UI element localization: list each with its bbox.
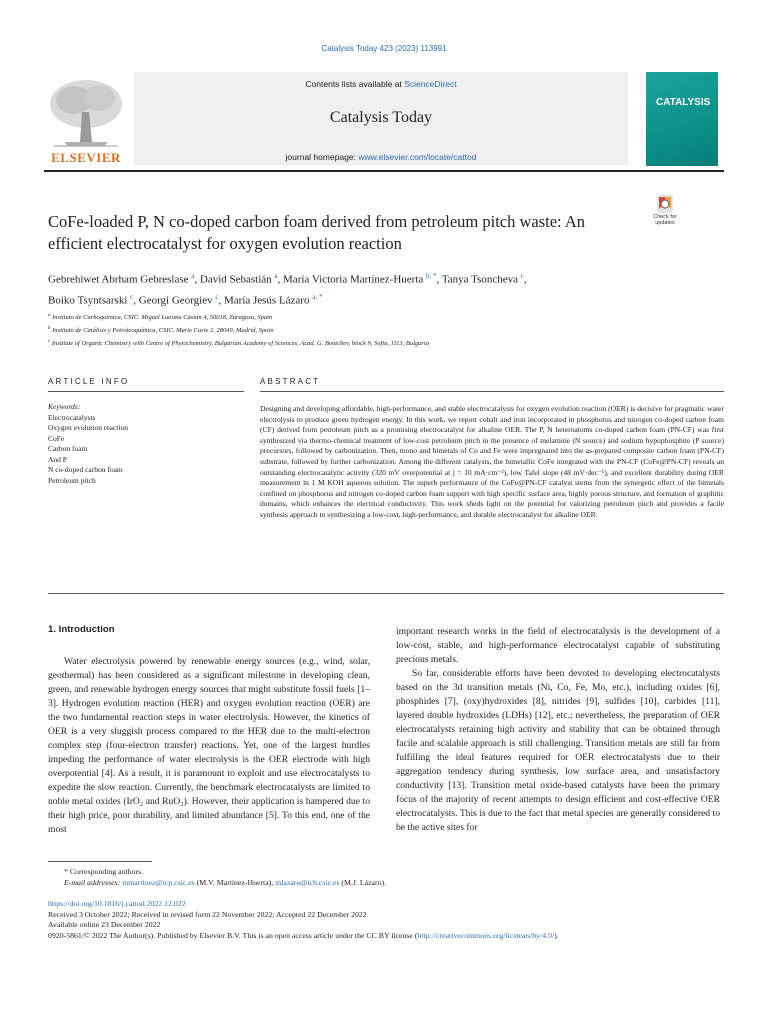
license-link[interactable]: http://creativecommons.org/licenses/by/4.0/ <box>417 930 555 940</box>
introduction-heading: 1. Introduction <box>48 624 115 635</box>
body-column-right <box>396 625 720 835</box>
abstract-divider <box>260 391 724 392</box>
journal-cover-image[interactable] <box>646 72 718 166</box>
author-affiliation-mark[interactable]: a <box>274 272 278 280</box>
crossmark-label: Check for updates <box>653 214 677 226</box>
keyword-item: And P <box>48 454 67 464</box>
affiliation-item <box>48 310 728 323</box>
affiliation-item <box>48 336 728 349</box>
affiliation-mark: c <box>48 339 51 345</box>
received-dates: Received 3 October 2022; Received in revised form 22 November 2022; Accepted 22 December 2022 <box>48 909 367 919</box>
elsevier-logo-text: ELSEVIER <box>51 150 121 165</box>
affiliation-item <box>48 323 728 336</box>
email-link-2[interactable]: mlazaro@icb.csic.es <box>275 878 340 888</box>
contents-line <box>134 79 628 89</box>
author-name[interactable]: Boiko Tsyntsarski <box>48 294 128 307</box>
email-link-1[interactable]: mmartinez@icp.csic.es <box>122 878 195 888</box>
author-name[interactable]: María Victoria Martínez-Huerta <box>283 273 424 286</box>
journal-cover-title: CATALYSIS <box>656 97 711 108</box>
keyword-list <box>48 413 244 487</box>
footnote-divider <box>48 861 152 862</box>
author-name[interactable]: Tanya Tsoncheva <box>441 273 518 286</box>
body-paragraph: So far, considerable efforts have been devoted to developing electrocatalysts based on the 3d transition metals (Ni, Co, Fe, Mo, etc.), including oxides [6], phosphides [7], (oxy)hydroxides [8], nitrides [9], sulfides [10], carbides [11], layered double hydroxides (LDHs) [12], etc.; nevertheless, the preparation of OER electrocatalysts retaining high activity and stability that can be obtained through facile and scalable approach is still challenging. Transition metals are still far from fulfilling the ideal features required for OER electrocatalysts due to their aggregation tendency during synthesis, low surface area, and unsatisfactory conductivity [13]. Transition metal oxide-based catalysts have been the primary focus of the majority of recent attempts to design efficient and cost-effective OER electrocatalysts. This is due to the fact that metal species are generally considered to be the active sites for <box>396 668 720 833</box>
keyword-item: Electrocatalysts <box>48 412 96 422</box>
body-column-left <box>48 623 370 837</box>
journal-citation[interactable]: Catalysis Today 423 (2023) 113991 <box>321 44 447 53</box>
abstract-text: Designing and developing affordable, high-performance, and stable electrocatalysts for oxygen evolution reaction (OER) is decisive for pragmatic water electrolysis to produce green hydrogen energy. In this work, we report cobalt and iron incorporated in phosphorus and nitrogen co-doped carbon foam (CF) derived from petroleum pitch as a promising electrocatalyst for alkaline OER. The P, N heteroatoms co-doped carbon foam (PN-CF) was first synthesized via thermo-chemical treatment of low-cost petroleum pitch in the presence of melamine (N source) and sodium hypophosphite (P source) precursors, followed by carbonization. Then, mono and bimetals of Co and Fe were impregnated into the as-prepared composite carbon foam (PN-CF) substrate, followed by further carbonization. Among the different catalysts, the bimetallic CoFe integrated with the PN-CF (CoFe@PN-CF) reveals an outstanding electrocatalytic activity (320 mV overpotential at j = 10 mA·cm⁻²), low Tafel slope (48 mV·dec⁻¹), and excellent durability during OER measurement in 1 M KOH aqueous solution. The superb performance of the CoFe@PN-CF catalyst stems from the synergetic effect of the bimetals confined on phosphorus and nitrogen co-doped carbon foam support with high specific surface area, highly porous structure, and formation of graphitic domains, which enhances the electrical conductivity. This work sheds light on the potential for valorizing petroleum pitch and provides a facile synthesis approach to synthesizing a low-cost, high-performance, and durable electrocatalyst for alkaline OER. <box>260 404 724 519</box>
license-prefix: 0920-5861/© 2022 The Author(s). Published by Elsevier B.V. This is an open access article under the CC BY license ( <box>48 930 418 940</box>
article-info-divider <box>48 391 244 392</box>
article-title: CoFe-loaded P, N co-doped carbon foam derived from petroleum pitch waste: An efficient electrocatalyst for oxygen evolution reaction <box>48 212 586 253</box>
keyword-item: Petroleum pitch <box>48 475 96 485</box>
body-paragraph: Water electrolysis powered by renewable energy sources (e.g., wind, solar, geothermal) has been considered as a significant milestone in developing clean, green, and renewable hydrogen energy sources that might substitute fossil fuels [1–3]. Hydrogen evolution reaction (HER) and oxygen evolution reaction (OER) are the two fundamental reaction steps in water electrolysis. However, the kinetics of OER is a very sluggish process compared to the HER due to the multi-electron complex step (four-electron transfer) reactions. Yet, one of the largest hurdles impeding the performance of water electrolysis is the OER electrode with high overpotential [4]. As a result, it is paramount to exploit and use electrocatalysts to expedite the slow reaction. Currently, the benchmark electrocatalysts are limited to noble metal oxides (IrO₂ and RuO₂). However, their application is hampered due to their high price, poor durability, and limited abundance [5]. To this end, one of the most <box>48 656 370 835</box>
author-name[interactable]: Georgi Georgiev <box>138 294 213 307</box>
contents-prefix: Contents lists available at <box>305 79 405 89</box>
left-paragraphs <box>48 655 370 837</box>
header-divider <box>44 170 724 172</box>
right-paragraphs <box>396 625 720 835</box>
abstract-end-divider <box>48 593 724 594</box>
license-line <box>48 931 738 942</box>
homepage-line <box>134 152 628 162</box>
author-affiliation-mark[interactable]: c <box>520 272 524 280</box>
email-name-2: (M.J. Lázaro). <box>339 878 387 888</box>
body-paragraph: important research works in the field of electrocatalysis is the development of a low-cost, stable, and high-performance electrocatalyst capable of substituting precious metals. <box>396 626 720 665</box>
footnotes <box>48 866 728 888</box>
email-label: E-mail addresses: <box>64 878 123 888</box>
author-affiliation-mark[interactable]: b, * <box>426 272 437 280</box>
affiliation-text: Instituto de Carboquímica, CSIC. Miguel Luesma Castán 4, 50018, Zaragoza, Spain <box>52 314 273 322</box>
journal-name: Catalysis Today <box>329 109 433 126</box>
author-name[interactable]: María Jesús Lázaro <box>223 294 310 307</box>
publication-info <box>48 899 738 941</box>
affiliation-mark: b <box>48 326 51 332</box>
keyword-item: N co-doped carbon foam <box>48 465 123 474</box>
affiliation-mark: a <box>48 313 51 318</box>
available-online: Available online 23 December 2022 <box>48 920 161 929</box>
author-affiliation-mark[interactable]: c <box>215 292 219 301</box>
author-affiliation-mark[interactable]: a <box>191 272 195 280</box>
corresponding-note: * Corresponding authors. <box>64 867 144 876</box>
author-name[interactable]: David Sebastián <box>199 273 272 286</box>
keyword-item: CoFe <box>48 433 65 443</box>
author-affiliation-mark[interactable]: a, * <box>312 292 323 301</box>
keyword-item: Oxygen evolution reaction <box>48 423 128 432</box>
abstract-heading: ABSTRACT <box>260 377 321 386</box>
author-list: Gebrehiwet Abrham Gebreslase $^a$, David Sebastián $^a$, María Victoria Martínez-Huerta $^{b, *}$, Tanya Tsoncheva $^c$, Boiko Tsyntsarski $^c$, Georgi Georgiev $^c$, María Jesús Lázaro $^{a, *}$ <box>48 272 527 307</box>
keyword-item: Carbon foam <box>48 444 88 453</box>
email-note <box>48 877 728 888</box>
affiliation-list <box>48 310 728 349</box>
doi-link[interactable]: https://doi.org/10.1016/j.cattod.2022.12.022 <box>48 899 186 908</box>
email-name-1: (M.V. Martínez-Huerta), <box>194 878 276 888</box>
article-info-heading: ARTICLE INFO <box>48 377 130 386</box>
sciencedirect-link[interactable]: ScienceDirect <box>404 79 457 89</box>
keywords-label: Keywords: <box>48 402 81 411</box>
license-suffix: ). <box>554 930 559 940</box>
affiliation-text: Instituto de Catálisis y Petroleoquímica, CSIC. Marie Curie 2, 28049, Madrid, Spain <box>52 327 274 335</box>
author-name[interactable]: Gebrehiwet Abrham Gebreslase <box>48 273 189 286</box>
author-affiliation-mark[interactable]: c <box>130 292 134 301</box>
keywords-block <box>48 402 244 486</box>
affiliation-text: Institute of Organic Chemistry with Centre of Phytochemistry, Bulgarian Academy of Sciences, Acad. G. Bontchev, block 9, Sofia, 1113, Bulgaria <box>51 340 429 348</box>
homepage-prefix: journal homepage: <box>285 152 359 162</box>
homepage-link[interactable]: www.elsevier.com/locate/cattod <box>358 152 477 162</box>
